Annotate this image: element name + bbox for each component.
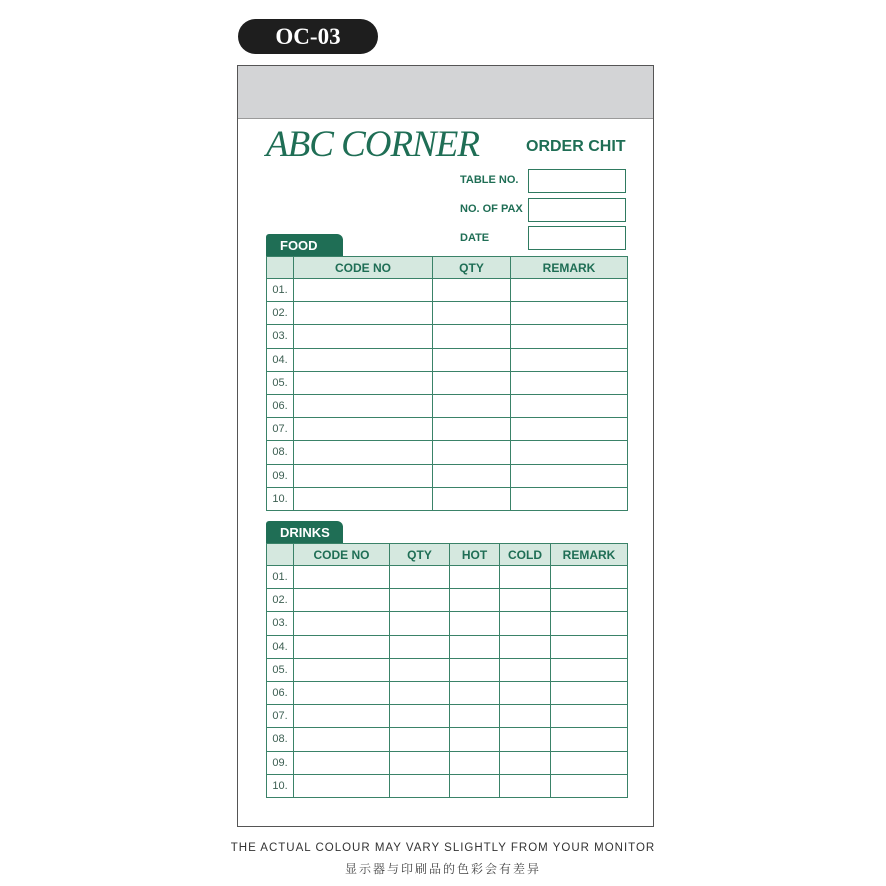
food-cell[interactable] — [433, 418, 511, 441]
food-cell[interactable] — [433, 325, 511, 348]
food-cell[interactable] — [511, 418, 628, 441]
drinks-tab: DRINKS — [266, 521, 343, 543]
drinks-cell[interactable] — [500, 612, 551, 635]
date-field[interactable] — [528, 226, 626, 250]
food-cell[interactable] — [294, 464, 433, 487]
drinks-header-cold: COLD — [500, 544, 551, 566]
drinks-cell[interactable] — [294, 635, 390, 658]
drinks-row-number: 02. — [267, 589, 294, 612]
drinks-cell[interactable] — [294, 728, 390, 751]
drinks-row — [267, 566, 628, 589]
drinks-cell[interactable] — [551, 681, 628, 704]
drinks-cell[interactable] — [390, 589, 450, 612]
drinks-cell[interactable] — [390, 612, 450, 635]
drinks-header-qty: QTY — [390, 544, 450, 566]
drinks-cell[interactable] — [551, 612, 628, 635]
drinks-cell[interactable] — [500, 635, 551, 658]
pax-label: NO. OF PAX — [460, 203, 523, 215]
food-cell[interactable] — [294, 441, 433, 464]
colour-notice-cn: 显示器与印刷品的色彩会有差异 — [344, 862, 541, 876]
food-table — [266, 256, 628, 511]
drinks-cell[interactable] — [551, 705, 628, 728]
pax-field[interactable] — [528, 198, 626, 222]
drinks-cell[interactable] — [390, 728, 450, 751]
food-row — [267, 394, 628, 417]
food-cell[interactable] — [511, 394, 628, 417]
drinks-cell[interactable] — [390, 751, 450, 774]
food-row-number: 09. — [267, 464, 294, 487]
food-row-number: 07. — [267, 418, 294, 441]
food-cell[interactable] — [433, 302, 511, 325]
drinks-cell[interactable] — [500, 589, 551, 612]
food-cell[interactable] — [433, 371, 511, 394]
food-cell[interactable] — [511, 348, 628, 371]
table-no-label: TABLE NO. — [460, 174, 519, 186]
drinks-cell[interactable] — [500, 728, 551, 751]
drinks-row — [267, 774, 628, 797]
drinks-cell[interactable] — [500, 566, 551, 589]
drinks-header-code: CODE NO — [294, 544, 390, 566]
drinks-row-number: 05. — [267, 658, 294, 681]
food-row — [267, 279, 628, 302]
food-header-qty: QTY — [433, 257, 511, 279]
drinks-cell[interactable] — [294, 658, 390, 681]
food-cell[interactable] — [511, 325, 628, 348]
drinks-cell[interactable] — [500, 705, 551, 728]
drinks-row-number: 10. — [267, 774, 294, 797]
food-cell[interactable] — [511, 487, 628, 510]
drinks-cell[interactable] — [390, 681, 450, 704]
food-cell[interactable] — [511, 279, 628, 302]
drinks-row-number: 07. — [267, 705, 294, 728]
drinks-row-number: 08. — [267, 728, 294, 751]
food-row-number: 05. — [267, 371, 294, 394]
drinks-row — [267, 751, 628, 774]
food-row-number: 08. — [267, 441, 294, 464]
drinks-cell[interactable] — [294, 705, 390, 728]
food-row-number: 03. — [267, 325, 294, 348]
food-row-number: 10. — [267, 487, 294, 510]
food-row-number: 04. — [267, 348, 294, 371]
drinks-cell[interactable] — [500, 751, 551, 774]
binding-strip — [238, 66, 653, 119]
drinks-row — [267, 728, 628, 751]
food-row — [267, 302, 628, 325]
food-header-num — [267, 257, 294, 279]
drinks-cell[interactable] — [500, 681, 551, 704]
drinks-cell[interactable] — [500, 774, 551, 797]
drinks-cell[interactable] — [551, 658, 628, 681]
food-row — [267, 487, 628, 510]
drinks-cell[interactable] — [551, 566, 628, 589]
food-cell[interactable] — [294, 325, 433, 348]
drinks-cell[interactable] — [390, 705, 450, 728]
form-title: ORDER CHIT — [526, 138, 626, 155]
food-cell[interactable] — [433, 441, 511, 464]
food-row — [267, 371, 628, 394]
drinks-cell[interactable] — [390, 774, 450, 797]
drinks-cell[interactable] — [450, 774, 500, 797]
drinks-row — [267, 635, 628, 658]
drinks-cell[interactable] — [551, 589, 628, 612]
food-row-number: 02. — [267, 302, 294, 325]
food-cell[interactable] — [511, 464, 628, 487]
drinks-cell[interactable] — [450, 705, 500, 728]
drinks-row-number: 04. — [267, 635, 294, 658]
food-cell[interactable] — [294, 371, 433, 394]
food-cell[interactable] — [294, 418, 433, 441]
drinks-cell[interactable] — [450, 635, 500, 658]
drinks-cell[interactable] — [294, 589, 390, 612]
drinks-cell[interactable] — [551, 635, 628, 658]
brand-logo-text: ABC CORNER — [266, 124, 480, 165]
drinks-cell[interactable] — [294, 774, 390, 797]
drinks-cell[interactable] — [390, 635, 450, 658]
drinks-row — [267, 658, 628, 681]
food-cell[interactable] — [433, 279, 511, 302]
drinks-row — [267, 612, 628, 635]
drinks-table — [266, 543, 628, 798]
food-cell[interactable] — [433, 464, 511, 487]
drinks-cell[interactable] — [294, 751, 390, 774]
drinks-row-number: 09. — [267, 751, 294, 774]
drinks-cell[interactable] — [450, 566, 500, 589]
drinks-cell[interactable] — [551, 774, 628, 797]
food-cell[interactable] — [433, 348, 511, 371]
order-chit-sheet — [237, 65, 654, 827]
food-row-number: 06. — [267, 394, 294, 417]
food-row — [267, 325, 628, 348]
drinks-cell[interactable] — [450, 658, 500, 681]
food-tab: FOOD — [266, 234, 343, 256]
food-row — [267, 418, 628, 441]
food-cell[interactable] — [294, 279, 433, 302]
food-row — [267, 464, 628, 487]
drinks-cell[interactable] — [450, 751, 500, 774]
food-cell[interactable] — [511, 371, 628, 394]
food-header-code: CODE NO — [294, 257, 433, 279]
drinks-cell[interactable] — [500, 658, 551, 681]
food-cell[interactable] — [294, 302, 433, 325]
drinks-row-number: 01. — [267, 566, 294, 589]
drinks-cell[interactable] — [450, 612, 500, 635]
food-row — [267, 348, 628, 371]
drinks-cell[interactable] — [551, 751, 628, 774]
table-no-field[interactable] — [528, 169, 626, 193]
food-cell[interactable] — [433, 487, 511, 510]
food-cell[interactable] — [511, 302, 628, 325]
food-cell[interactable] — [294, 394, 433, 417]
drinks-header-num — [267, 544, 294, 566]
drinks-cell[interactable] — [390, 566, 450, 589]
drinks-cell[interactable] — [294, 681, 390, 704]
food-cell[interactable] — [294, 348, 433, 371]
drinks-cell[interactable] — [294, 612, 390, 635]
colour-notice-en: THE ACTUAL COLOUR MAY VARY SLIGHTLY FROM YOUR MONITOR — [230, 842, 656, 854]
drinks-row-number: 06. — [267, 681, 294, 704]
food-row-number: 01. — [267, 279, 294, 302]
drinks-row — [267, 681, 628, 704]
drinks-cell[interactable] — [450, 681, 500, 704]
food-cell[interactable] — [294, 487, 433, 510]
date-label: DATE — [460, 232, 490, 244]
drinks-header-remark: REMARK — [551, 544, 628, 566]
drinks-row — [267, 705, 628, 728]
drinks-cell[interactable] — [551, 728, 628, 751]
drinks-cell[interactable] — [450, 589, 500, 612]
product-code-badge: OC-03 — [238, 19, 378, 54]
drinks-header-hot: HOT — [450, 544, 500, 566]
drinks-row-number: 03. — [267, 612, 294, 635]
food-cell[interactable] — [433, 394, 511, 417]
food-header-remark: REMARK — [511, 257, 628, 279]
food-cell[interactable] — [511, 441, 628, 464]
drinks-cell[interactable] — [450, 728, 500, 751]
drinks-row — [267, 589, 628, 612]
food-row — [267, 441, 628, 464]
drinks-cell[interactable] — [390, 658, 450, 681]
drinks-cell[interactable] — [294, 566, 390, 589]
